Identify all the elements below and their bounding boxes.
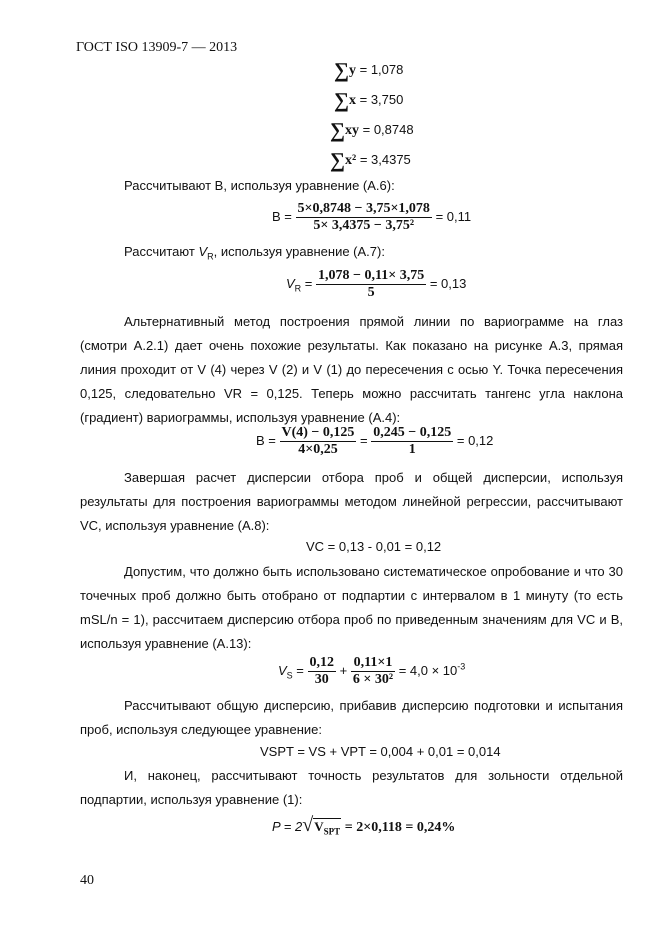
sigma-icon: ∑	[334, 58, 349, 82]
paragraph-2: Рассчитают $V_R$, используя уравнение (А.7):	[124, 244, 385, 262]
sqrt-icon: √	[302, 814, 314, 836]
page-header: ГОСТ ISO 13909-7 — 2013	[76, 40, 238, 55]
equation-a4: В = $\frac{V(4) - 0,125}{4\times 0,25}$ = $\frac{0,245 - 0,125}{1}$ = 0,12	[256, 425, 494, 457]
equation-vspt: VSPT = VS + VPT = 0,004 + 0,01 = 0,014	[260, 744, 501, 759]
equation-a7: $V_R$ = $\frac{1,078 - 0,11\times 3,75}{5}$ = 0,13	[286, 268, 467, 300]
page-number: 40	[80, 873, 94, 888]
fraction: $\frac{0,12}{30}$	[309, 655, 335, 687]
paragraph-6: Рассчитывают общую дисперсию, прибавив дисперсию подготовки и испытания проб, используя следующее уравнение:	[80, 698, 623, 737]
sum-y: ∑y = 1,078	[334, 58, 404, 82]
fraction: $\frac{0,245 - 0,125}{1}$	[373, 425, 452, 457]
paragraph-4: Завершая расчет дисперсии отбора проб и общей дисперсии, используя результаты для построения вариограммы методом линейной регрессии, рассчитывают VC, используя уравнение (А.8):	[80, 470, 623, 533]
sigma-icon: ∑	[330, 118, 345, 142]
equation-a13: $V_S$ = $\frac{0,12}{30}$ + $\frac{0,11\times 1}{\text{6 × 30²}}$ = $4,0 \times 10^{-3}$	[278, 655, 466, 687]
equation-vc: VC = 0,13 - 0,01 = 0,12	[306, 539, 442, 554]
sum-x: ∑x = 3,750	[334, 88, 404, 112]
equation-1: $P = 2√V_{SPT} = 2\times 0,118 = 0,24\%$	[272, 814, 456, 837]
paragraph-5: Допустим, что должно быть использовано систематическое опробование и что 30 точечных проб должно быть отобрано от подпартии с интервалом в 1 минуту (то есть mSL/n = 1), рассчитаем дисперсию отбора проб по приведенным значениям для VC и В, используя уравнение (А.13):	[80, 564, 623, 651]
paragraph-7: И, наконец, рассчитывают точность результатов для зольности отдельной подпартии, используя уравнение (1):	[80, 768, 623, 807]
equation-a6: В = $\frac{5\times 0,8748 - 3,75\times 1,078}{\text{5× 3,4375 − 3,75²}}$ = 0,11	[272, 201, 472, 233]
sum-xy: ∑xy = 0,8748	[330, 118, 414, 142]
fraction: $\frac{0,11\times 1}{\text{6 × 30²}}$	[352, 655, 394, 687]
fraction: $\frac{V(4) - 0,125}{4\times 0,25}$	[281, 425, 355, 457]
paragraph-3: Альтернативный метод построения прямой линии по вариограмме на глаз (смотри А.2.1) дает очень похожие результаты. Как показано на рисунке А.3, прямая линия проходит от V (4) через V (2) и V (1) до пересечения с осью Y. Точка пересечения 0,125, следовательно VR = 0,125. Теперь можно рассчитать тангенс угла наклона (градиент) вариограммы, используя уравнение (А.4):	[80, 314, 623, 425]
paragraph-1: Рассчитывают В, используя уравнение (А.6):	[124, 178, 395, 193]
sigma-icon: ∑	[334, 88, 349, 112]
sigma-icon: ∑	[330, 148, 345, 172]
fraction: $\frac{5\times 0,8748 - 3,75\times 1,078}{\text{5× 3,4375 − 3,75²}}$	[297, 201, 430, 233]
sum-x2: ∑x² = 3,4375	[330, 148, 411, 172]
fraction: $\frac{1,078 - 0,11\times 3,75}{5}$	[318, 268, 425, 300]
